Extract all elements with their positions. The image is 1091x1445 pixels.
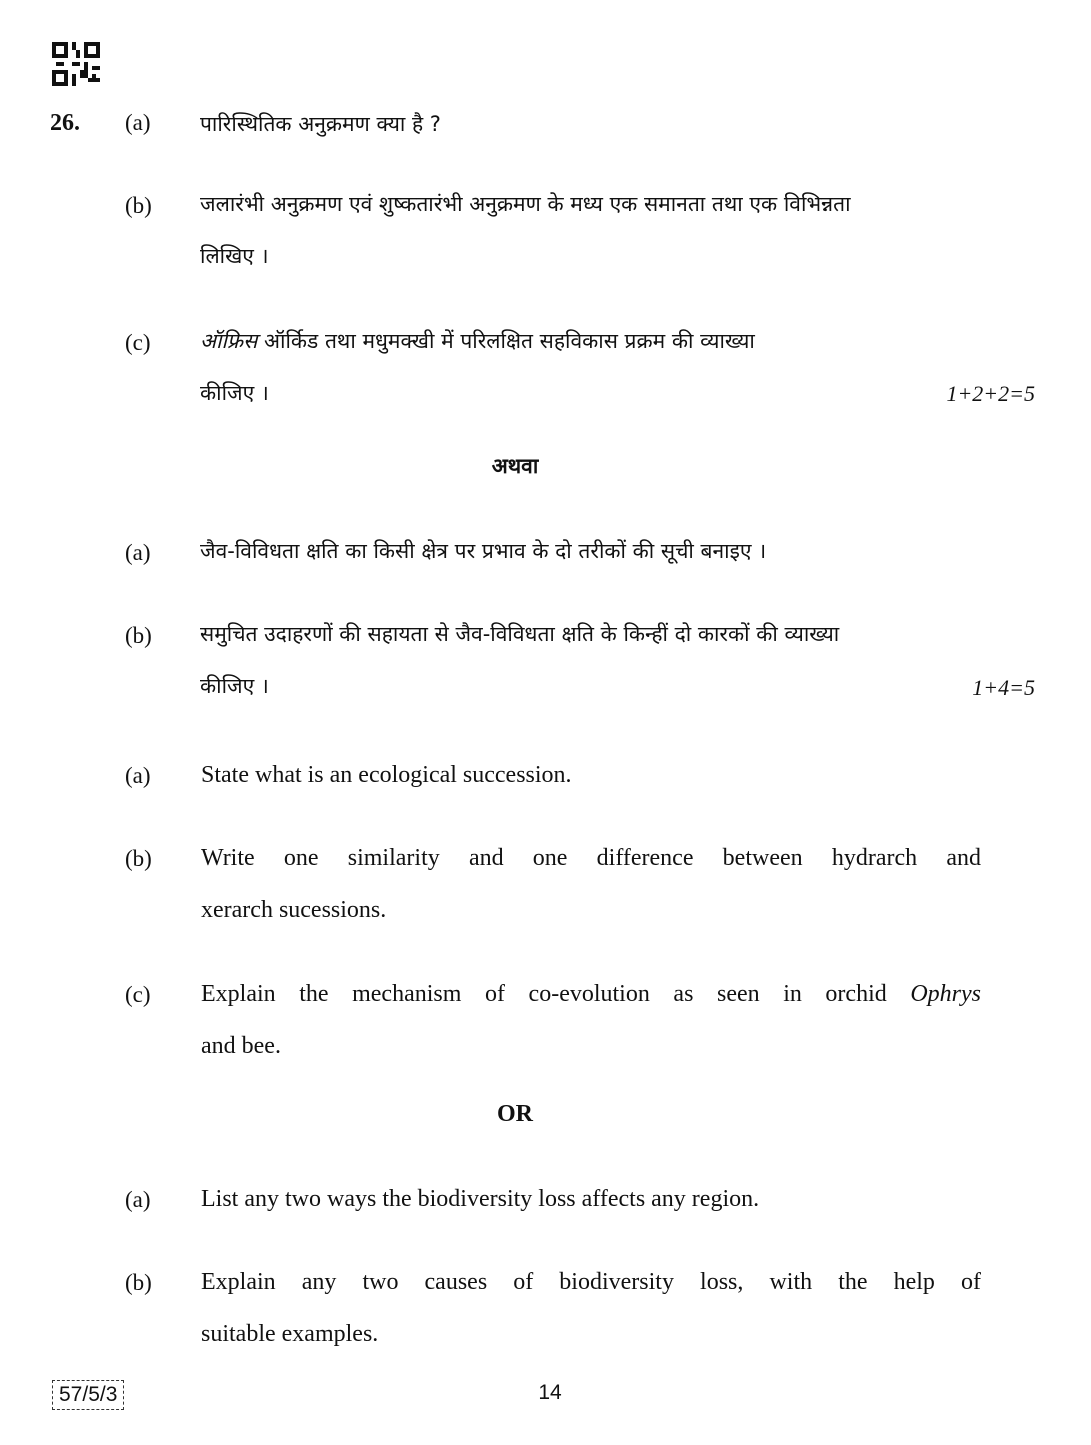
paper-code: 57/5/3 <box>52 1380 124 1410</box>
hi-alt-a-label: (a) <box>125 540 151 565</box>
marks-hi-main: 1+2+2=5 <box>946 381 1035 406</box>
hi-b-label: (b) <box>125 193 152 218</box>
hi-alt-a-text: जैव-विविधता क्षति का किसी क्षेत्र पर प्रभाव के दो तरीकों की सूची बनाइए । <box>200 539 767 563</box>
en-b-line2: xerarch sucessions. <box>201 897 387 923</box>
en-b-line1: Write one similarity and one difference between hydrarch and <box>201 845 981 871</box>
hi-b-line2: लिखिए । <box>200 244 269 268</box>
en-alt-b-line1: Explain any two causes of biodiversity loss, with the help of <box>201 1269 981 1295</box>
marks-hi-alt: 1+4=5 <box>972 675 1035 700</box>
or-heading-hindi: अथवा <box>491 454 539 478</box>
question-number: 26. <box>50 110 80 136</box>
en-alt-b-label: (b) <box>125 1270 152 1295</box>
hi-c-line2: कीजिए । <box>200 381 269 405</box>
en-c-label: (c) <box>125 982 151 1007</box>
hi-b-line1: जलारंभी अनुक्रमण एवं शुष्कतारंभी अनुक्रमण के मध्य एक समानता तथा एक विभिन्नता <box>200 192 851 216</box>
hi-alt-b-label: (b) <box>125 623 152 648</box>
en-alt-b-line2: suitable examples. <box>201 1321 379 1347</box>
qr-code-icon <box>52 42 100 86</box>
hi-alt-b-line1: समुचित उदाहरणों की सहायता से जैव-विविधता क्षति के किन्हीं दो कारकों की व्याख्या <box>200 622 840 646</box>
or-heading-english: OR <box>497 1101 533 1127</box>
hi-alt-b-line2: कीजिए । <box>200 674 269 698</box>
en-alt-a-text: List any two ways the biodiversity loss affects any region. <box>201 1186 760 1212</box>
hi-c-label: (c) <box>125 330 151 355</box>
en-b-label: (b) <box>125 846 152 871</box>
hi-a-text: पारिस्थितिक अनुक्रमण क्या है ? <box>200 112 441 136</box>
en-c-line1: Explain the mechanism of co-evolution as seen in orchid Ophrys <box>201 981 981 1007</box>
en-a-label: (a) <box>125 763 151 788</box>
ophrys-italic-en: Ophrys <box>910 981 981 1007</box>
en-alt-a-label: (a) <box>125 1187 151 1212</box>
en-c-line2: and bee. <box>201 1033 281 1059</box>
hi-c-line1: ऑफ्रिस ऑर्किड तथा मधुमक्खी में परिलक्षित सहविकास प्रक्रम की व्याख्या <box>200 329 755 353</box>
page-number: 14 <box>538 1381 562 1404</box>
hi-a-label: (a) <box>125 110 151 135</box>
en-a-text: State what is an ecological succession. <box>201 762 572 788</box>
ophrys-italic-hi: ऑफ्रिस <box>200 329 258 353</box>
